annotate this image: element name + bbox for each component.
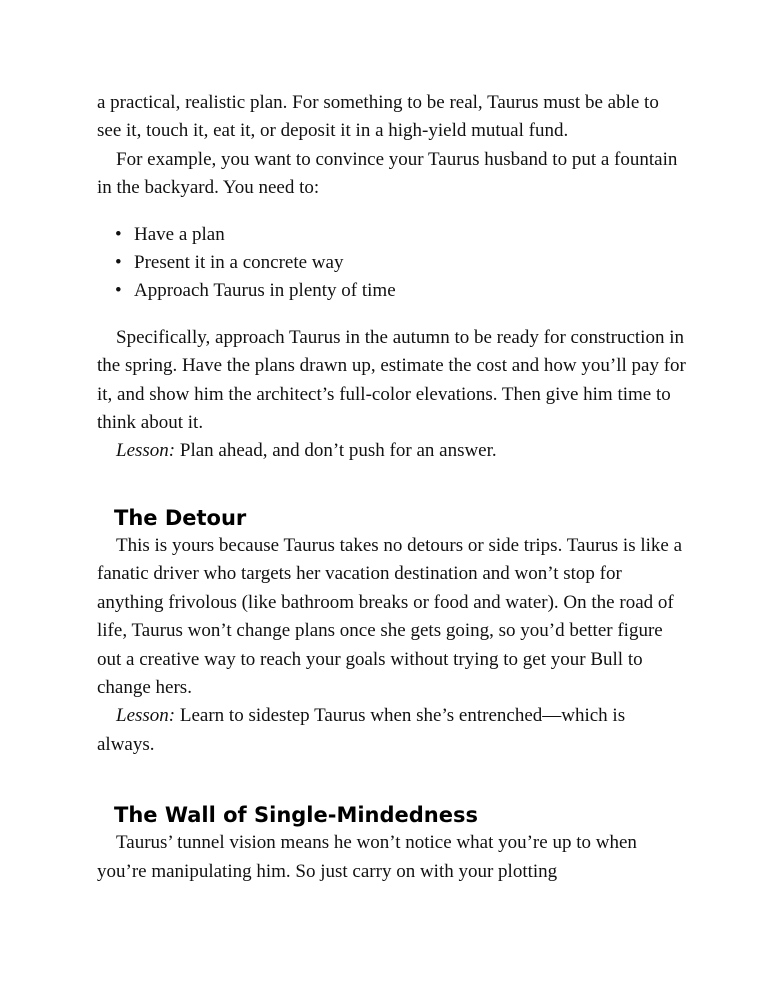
bullet-icon: • <box>115 223 122 245</box>
list-item <box>115 249 687 277</box>
example-paragraph: For example, you want to convince your Taurus husband to put a fountain in the backyard. You need to: <box>97 148 678 199</box>
lesson-text: Plan ahead, and don’t push for an answer. <box>175 440 497 462</box>
wall-paragraph: Taurus’ tunnel vision means he won’t notice what you’re up to when you’re manipulating him. So just carry on with your plotting <box>97 832 637 882</box>
list-item-text: Present it in a concrete way <box>134 252 344 274</box>
intro-continuation-paragraph: a practical, realistic plan. For something to be real, Taurus must be able to see it, touch it, eat it, or deposit it in a high-yield mutual fund. <box>97 92 659 142</box>
detour-lesson <box>97 702 687 759</box>
list-item-text: Have a plan <box>134 223 225 245</box>
plan-paragraph: Specifically, approach Taurus in the autumn to be ready for construction in the spring. Have the plans drawn up, estimate the cost and how you’ll pay for it, and show him the architect’s full-color elevations. Then give him time to think about it. <box>97 326 686 434</box>
lesson-text: Learn to sidestep Taurus when she’s entrenched—which is always. <box>97 705 626 755</box>
wall-heading: The Wall of Single-Mindedness <box>114 803 479 828</box>
detour-heading: The Detour <box>114 505 247 530</box>
bullet-icon: • <box>115 280 122 302</box>
detour-paragraph: This is yours because Taurus takes no detours or side trips. Taurus is like a fanatic driver who targets her vacation destination and won’t stop for anything frivolous (like bathroom breaks or food and water). On the road of life, Taurus won’t change plans once she gets going, so you’d better figure out a creative way to reach your goals without trying to get your Bull to change hers. <box>97 534 683 698</box>
list-item-text: Approach Taurus in plenty of time <box>134 280 396 302</box>
bullet-list <box>97 221 687 306</box>
plan-lesson <box>97 437 687 465</box>
lesson-label: Lesson: <box>116 440 176 462</box>
list-item <box>115 277 687 305</box>
bullet-icon: • <box>115 252 122 274</box>
list-item <box>115 221 687 249</box>
book-page <box>97 89 687 886</box>
lesson-label: Lesson: <box>116 705 176 727</box>
